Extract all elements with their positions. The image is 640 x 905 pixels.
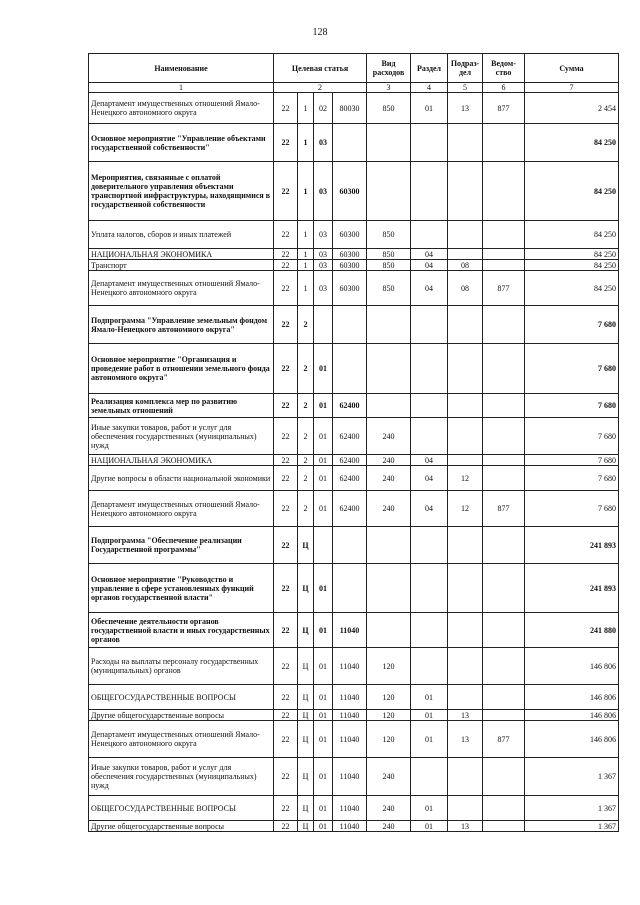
cell-expense-type xyxy=(367,306,411,344)
cell-subsection xyxy=(448,306,483,344)
cell-measure-code xyxy=(314,527,333,564)
cell-program-code: 22 xyxy=(274,162,298,221)
cell-expense-type xyxy=(367,394,411,418)
cell-name: Иные закупки товаров, работ и услуг для обеспечения государственных (муниципальных) нужд xyxy=(89,418,274,455)
cell-program-code: 22 xyxy=(274,306,298,344)
cell-subprogram-code: 2 xyxy=(298,491,314,527)
cell-sum: 84 250 xyxy=(525,271,619,306)
cell-measure-code: 01 xyxy=(314,721,333,758)
cell-program-code: 22 xyxy=(274,249,298,260)
column-number-row xyxy=(89,83,619,93)
cell-sum: 7 680 xyxy=(525,418,619,455)
cell-subsection xyxy=(448,124,483,162)
cell-expense-type: 240 xyxy=(367,821,411,832)
cell-name: Другие вопросы в области национальной экономики xyxy=(89,466,274,491)
cell-program-code: 22 xyxy=(274,710,298,721)
cell-direction-code: 60300 xyxy=(333,271,367,306)
cell-expense-type xyxy=(367,344,411,394)
cell-name: Департамент имущественных отношений Ямало-Ненецкого автономного округа xyxy=(89,491,274,527)
cell-program-code: 22 xyxy=(274,648,298,685)
cell-expense-type: 850 xyxy=(367,271,411,306)
table-row xyxy=(89,93,619,124)
table-row xyxy=(89,613,619,648)
cell-expense-type xyxy=(367,162,411,221)
cell-expense-type xyxy=(367,527,411,564)
cell-program-code: 22 xyxy=(274,527,298,564)
cell-section: 04 xyxy=(411,455,448,466)
cell-sum: 84 250 xyxy=(525,162,619,221)
cell-sum: 2 454 xyxy=(525,93,619,124)
cell-subprogram-code: 1 xyxy=(298,271,314,306)
cell-direction-code: 11040 xyxy=(333,821,367,832)
cell-department xyxy=(483,418,525,455)
cell-sum: 7 680 xyxy=(525,455,619,466)
cell-program-code: 22 xyxy=(274,124,298,162)
cell-subprogram-code: Ц xyxy=(298,721,314,758)
cell-department xyxy=(483,455,525,466)
cell-program-code: 22 xyxy=(274,466,298,491)
header-row xyxy=(89,54,619,83)
cell-section xyxy=(411,344,448,394)
cell-expense-type: 240 xyxy=(367,758,411,796)
table-row xyxy=(89,418,619,455)
table-row xyxy=(89,271,619,306)
cell-expense-type xyxy=(367,124,411,162)
cell-name: Уплата налогов, сборов и иных платежей xyxy=(89,221,274,249)
cell-section: 01 xyxy=(411,93,448,124)
cell-subprogram-code: 2 xyxy=(298,306,314,344)
cell-sum: 1 367 xyxy=(525,796,619,821)
cell-department xyxy=(483,685,525,710)
cell-name: Транспорт xyxy=(89,260,274,271)
cell-subsection xyxy=(448,221,483,249)
table-row xyxy=(89,796,619,821)
cell-department xyxy=(483,306,525,344)
cell-direction-code: 60300 xyxy=(333,162,367,221)
cell-direction-code xyxy=(333,564,367,613)
cell-direction-code: 11040 xyxy=(333,613,367,648)
cell-expense-type: 120 xyxy=(367,721,411,758)
cell-expense-type: 850 xyxy=(367,93,411,124)
cell-subprogram-code: 2 xyxy=(298,418,314,455)
cell-direction-code xyxy=(333,306,367,344)
cell-section: 04 xyxy=(411,249,448,260)
cell-subprogram-code: 2 xyxy=(298,455,314,466)
cell-direction-code: 11040 xyxy=(333,721,367,758)
cell-expense-type xyxy=(367,613,411,648)
cell-department xyxy=(483,527,525,564)
cell-sum: 7 680 xyxy=(525,491,619,527)
cell-section xyxy=(411,418,448,455)
cell-section: 01 xyxy=(411,821,448,832)
cell-department xyxy=(483,394,525,418)
cell-subprogram-code: 2 xyxy=(298,344,314,394)
header-section: Раздел xyxy=(411,54,448,83)
cell-measure-code: 01 xyxy=(314,821,333,832)
cell-measure-code: 03 xyxy=(314,162,333,221)
table-row xyxy=(89,648,619,685)
table-row xyxy=(89,710,619,721)
cell-sum: 84 250 xyxy=(525,124,619,162)
cell-subprogram-code: 1 xyxy=(298,93,314,124)
cell-program-code: 22 xyxy=(274,271,298,306)
cell-program-code: 22 xyxy=(274,821,298,832)
cell-sum: 7 680 xyxy=(525,466,619,491)
table-row xyxy=(89,249,619,260)
header-sum: Сумма xyxy=(525,54,619,83)
cell-name: Основное мероприятие "Руководство и управление в сфере установленных функций органов государственной власти" xyxy=(89,564,274,613)
table-row xyxy=(89,344,619,394)
cell-sum: 241 893 xyxy=(525,527,619,564)
cell-section: 01 xyxy=(411,796,448,821)
cell-section xyxy=(411,613,448,648)
cell-program-code: 22 xyxy=(274,685,298,710)
cell-sum: 7 680 xyxy=(525,344,619,394)
cell-expense-type: 240 xyxy=(367,418,411,455)
page-number: 128 xyxy=(312,27,328,38)
cell-name: Мероприятия, связанные с оплатой доверительного управления объектами транспортной инфраструктуры, находящимися в государственной собственности xyxy=(89,162,274,221)
cell-direction-code: 60300 xyxy=(333,221,367,249)
cell-subprogram-code: 2 xyxy=(298,394,314,418)
cell-expense-type xyxy=(367,564,411,613)
cell-subsection xyxy=(448,418,483,455)
cell-section xyxy=(411,124,448,162)
cell-sum: 1 367 xyxy=(525,758,619,796)
cell-program-code: 22 xyxy=(274,394,298,418)
cell-measure-code: 01 xyxy=(314,394,333,418)
cell-sum: 1 367 xyxy=(525,821,619,832)
cell-name: Департамент имущественных отношений Ямало-Ненецкого автономного округа xyxy=(89,721,274,758)
cell-subsection: 08 xyxy=(448,260,483,271)
cell-sum: 7 680 xyxy=(525,306,619,344)
cell-department xyxy=(483,221,525,249)
cell-expense-type: 850 xyxy=(367,260,411,271)
cell-measure-code: 01 xyxy=(314,758,333,796)
cell-department xyxy=(483,648,525,685)
cell-section: 04 xyxy=(411,491,448,527)
cell-name: Реализация комплекса мер по развитию земельных отношений xyxy=(89,394,274,418)
cell-measure-code: 03 xyxy=(314,221,333,249)
table-body xyxy=(89,93,619,832)
cell-measure-code: 03 xyxy=(314,271,333,306)
cell-program-code: 22 xyxy=(274,93,298,124)
cell-department xyxy=(483,710,525,721)
cell-section xyxy=(411,306,448,344)
table-row xyxy=(89,162,619,221)
column-number: 3 xyxy=(367,83,411,93)
cell-direction-code: 60300 xyxy=(333,249,367,260)
cell-name: Департамент имущественных отношений Ямало-Ненецкого автономного округа xyxy=(89,271,274,306)
cell-subprogram-code: 1 xyxy=(298,162,314,221)
cell-sum: 146 806 xyxy=(525,710,619,721)
cell-subsection xyxy=(448,527,483,564)
cell-measure-code: 03 xyxy=(314,260,333,271)
cell-name: Подпрограмма "Управление земельным фондом Ямало-Ненецкого автономного округа" xyxy=(89,306,274,344)
column-number: 5 xyxy=(448,83,483,93)
cell-program-code: 22 xyxy=(274,758,298,796)
cell-department xyxy=(483,821,525,832)
cell-subprogram-code: Ц xyxy=(298,685,314,710)
column-number: 2 xyxy=(274,83,367,93)
cell-subprogram-code: 1 xyxy=(298,221,314,249)
cell-direction-code xyxy=(333,344,367,394)
cell-section xyxy=(411,564,448,613)
table-row xyxy=(89,527,619,564)
cell-section: 01 xyxy=(411,721,448,758)
cell-direction-code xyxy=(333,527,367,564)
cell-subsection xyxy=(448,685,483,710)
cell-subsection: 13 xyxy=(448,710,483,721)
cell-subprogram-code: 2 xyxy=(298,466,314,491)
table-row xyxy=(89,758,619,796)
cell-department: 877 xyxy=(483,271,525,306)
cell-subsection: 12 xyxy=(448,466,483,491)
cell-program-code: 22 xyxy=(274,721,298,758)
cell-sum: 146 806 xyxy=(525,648,619,685)
cell-direction-code: 11040 xyxy=(333,796,367,821)
table-row xyxy=(89,821,619,832)
cell-department xyxy=(483,124,525,162)
cell-section xyxy=(411,648,448,685)
cell-subprogram-code: Ц xyxy=(298,796,314,821)
cell-section: 01 xyxy=(411,710,448,721)
table-row xyxy=(89,260,619,271)
cell-department xyxy=(483,249,525,260)
cell-sum: 146 806 xyxy=(525,685,619,710)
cell-name: НАЦИОНАЛЬНАЯ ЭКОНОМИКА xyxy=(89,249,274,260)
cell-expense-type: 120 xyxy=(367,648,411,685)
cell-name: Расходы на выплаты персоналу государственных (муниципальных) органов xyxy=(89,648,274,685)
table-row xyxy=(89,564,619,613)
cell-expense-type: 120 xyxy=(367,710,411,721)
cell-subsection: 13 xyxy=(448,821,483,832)
cell-program-code: 22 xyxy=(274,455,298,466)
cell-expense-type: 120 xyxy=(367,685,411,710)
cell-name: ОБЩЕГОСУДАРСТВЕННЫЕ ВОПРОСЫ xyxy=(89,685,274,710)
header-target: Целевая статья xyxy=(274,54,367,83)
table-row xyxy=(89,466,619,491)
column-number: 7 xyxy=(525,83,619,93)
cell-measure-code: 03 xyxy=(314,249,333,260)
cell-subsection xyxy=(448,344,483,394)
table-row xyxy=(89,306,619,344)
cell-subsection: 12 xyxy=(448,491,483,527)
cell-subsection xyxy=(448,613,483,648)
cell-measure-code: 01 xyxy=(314,491,333,527)
cell-program-code: 22 xyxy=(274,260,298,271)
cell-direction-code: 11040 xyxy=(333,710,367,721)
cell-department: 877 xyxy=(483,721,525,758)
cell-subprogram-code: 1 xyxy=(298,249,314,260)
cell-direction-code: 11040 xyxy=(333,685,367,710)
cell-program-code: 22 xyxy=(274,491,298,527)
cell-subprogram-code: Ц xyxy=(298,821,314,832)
cell-measure-code: 01 xyxy=(314,796,333,821)
table-row xyxy=(89,124,619,162)
cell-department xyxy=(483,758,525,796)
cell-name: ОБЩЕГОСУДАРСТВЕННЫЕ ВОПРОСЫ xyxy=(89,796,274,821)
header-expense-type: Вид расходов xyxy=(367,54,411,83)
table-row xyxy=(89,455,619,466)
cell-direction-code: 62400 xyxy=(333,491,367,527)
column-number: 6 xyxy=(483,83,525,93)
cell-section: 04 xyxy=(411,271,448,306)
cell-name: Основное мероприятие "Управление объектами государственной собственности" xyxy=(89,124,274,162)
cell-measure-code: 01 xyxy=(314,564,333,613)
table-row xyxy=(89,221,619,249)
cell-sum: 241 893 xyxy=(525,564,619,613)
cell-direction-code: 80030 xyxy=(333,93,367,124)
cell-measure-code: 01 xyxy=(314,648,333,685)
cell-subsection xyxy=(448,796,483,821)
cell-subsection xyxy=(448,455,483,466)
cell-section xyxy=(411,221,448,249)
cell-section xyxy=(411,162,448,221)
cell-sum: 84 250 xyxy=(525,249,619,260)
cell-measure-code: 01 xyxy=(314,710,333,721)
cell-program-code: 22 xyxy=(274,418,298,455)
column-number: 1 xyxy=(89,83,274,93)
cell-name: НАЦИОНАЛЬНАЯ ЭКОНОМИКА xyxy=(89,455,274,466)
cell-department xyxy=(483,162,525,221)
cell-subsection xyxy=(448,564,483,613)
cell-section: 04 xyxy=(411,466,448,491)
cell-subprogram-code: Ц xyxy=(298,564,314,613)
cell-subsection xyxy=(448,249,483,260)
table-row xyxy=(89,685,619,710)
header-name: Наименование xyxy=(89,54,274,83)
cell-subsection: 08 xyxy=(448,271,483,306)
table-row xyxy=(89,721,619,758)
cell-subsection xyxy=(448,394,483,418)
cell-department xyxy=(483,260,525,271)
cell-sum: 84 250 xyxy=(525,221,619,249)
cell-sum: 241 880 xyxy=(525,613,619,648)
budget-table xyxy=(88,53,619,832)
cell-direction-code: 62400 xyxy=(333,466,367,491)
cell-expense-type: 850 xyxy=(367,221,411,249)
cell-department xyxy=(483,344,525,394)
cell-measure-code: 01 xyxy=(314,613,333,648)
cell-subprogram-code: 1 xyxy=(298,260,314,271)
cell-program-code: 22 xyxy=(274,344,298,394)
cell-department xyxy=(483,796,525,821)
table-row xyxy=(89,394,619,418)
cell-sum: 146 806 xyxy=(525,721,619,758)
cell-subsection: 13 xyxy=(448,721,483,758)
cell-subsection xyxy=(448,162,483,221)
cell-subprogram-code: Ц xyxy=(298,758,314,796)
cell-subprogram-code: Ц xyxy=(298,527,314,564)
cell-name: Подпрограмма "Обеспечение реализации Государственной программы" xyxy=(89,527,274,564)
cell-measure-code: 01 xyxy=(314,466,333,491)
cell-direction-code: 60300 xyxy=(333,260,367,271)
cell-measure-code: 01 xyxy=(314,344,333,394)
cell-measure-code xyxy=(314,306,333,344)
cell-department: 877 xyxy=(483,491,525,527)
cell-department xyxy=(483,613,525,648)
cell-subprogram-code: 1 xyxy=(298,124,314,162)
header-department: Ведом-ство xyxy=(483,54,525,83)
cell-name: Иные закупки товаров, работ и услуг для обеспечения государственных (муниципальных) нужд xyxy=(89,758,274,796)
table-row xyxy=(89,491,619,527)
cell-section: 04 xyxy=(411,260,448,271)
cell-name: Другие общегосударственные вопросы xyxy=(89,710,274,721)
cell-direction-code: 62400 xyxy=(333,418,367,455)
cell-direction-code: 11040 xyxy=(333,648,367,685)
cell-expense-type: 850 xyxy=(367,249,411,260)
cell-name: Другие общегосударственные вопросы xyxy=(89,821,274,832)
cell-measure-code: 01 xyxy=(314,685,333,710)
cell-program-code: 22 xyxy=(274,221,298,249)
cell-section xyxy=(411,394,448,418)
cell-program-code: 22 xyxy=(274,564,298,613)
cell-section xyxy=(411,527,448,564)
cell-subsection xyxy=(448,648,483,685)
cell-program-code: 22 xyxy=(274,613,298,648)
cell-measure-code: 02 xyxy=(314,93,333,124)
cell-expense-type: 240 xyxy=(367,796,411,821)
cell-subsection xyxy=(448,758,483,796)
cell-section: 01 xyxy=(411,685,448,710)
header-subsection: Подраз-дел xyxy=(448,54,483,83)
cell-subprogram-code: Ц xyxy=(298,710,314,721)
column-number: 4 xyxy=(411,83,448,93)
cell-measure-code: 01 xyxy=(314,455,333,466)
cell-direction-code: 11040 xyxy=(333,758,367,796)
cell-name: Департамент имущественных отношений Ямало-Ненецкого автономного округа xyxy=(89,93,274,124)
cell-department xyxy=(483,466,525,491)
cell-direction-code: 62400 xyxy=(333,394,367,418)
cell-name: Обеспечение деятельности органов государственной власти и иных государственных органов xyxy=(89,613,274,648)
cell-subsection: 13 xyxy=(448,93,483,124)
cell-department xyxy=(483,564,525,613)
cell-program-code: 22 xyxy=(274,796,298,821)
cell-measure-code: 03 xyxy=(314,124,333,162)
cell-section xyxy=(411,758,448,796)
cell-expense-type: 240 xyxy=(367,491,411,527)
cell-subprogram-code: Ц xyxy=(298,648,314,685)
cell-expense-type: 240 xyxy=(367,466,411,491)
cell-department: 877 xyxy=(483,93,525,124)
cell-name: Основное мероприятие "Организация и проведение работ в отношении земельного фонда автономного округа" xyxy=(89,344,274,394)
cell-expense-type: 240 xyxy=(367,455,411,466)
cell-direction-code: 62400 xyxy=(333,455,367,466)
cell-sum: 84 250 xyxy=(525,260,619,271)
cell-direction-code xyxy=(333,124,367,162)
cell-measure-code: 01 xyxy=(314,418,333,455)
cell-subprogram-code: Ц xyxy=(298,613,314,648)
cell-sum: 7 680 xyxy=(525,394,619,418)
